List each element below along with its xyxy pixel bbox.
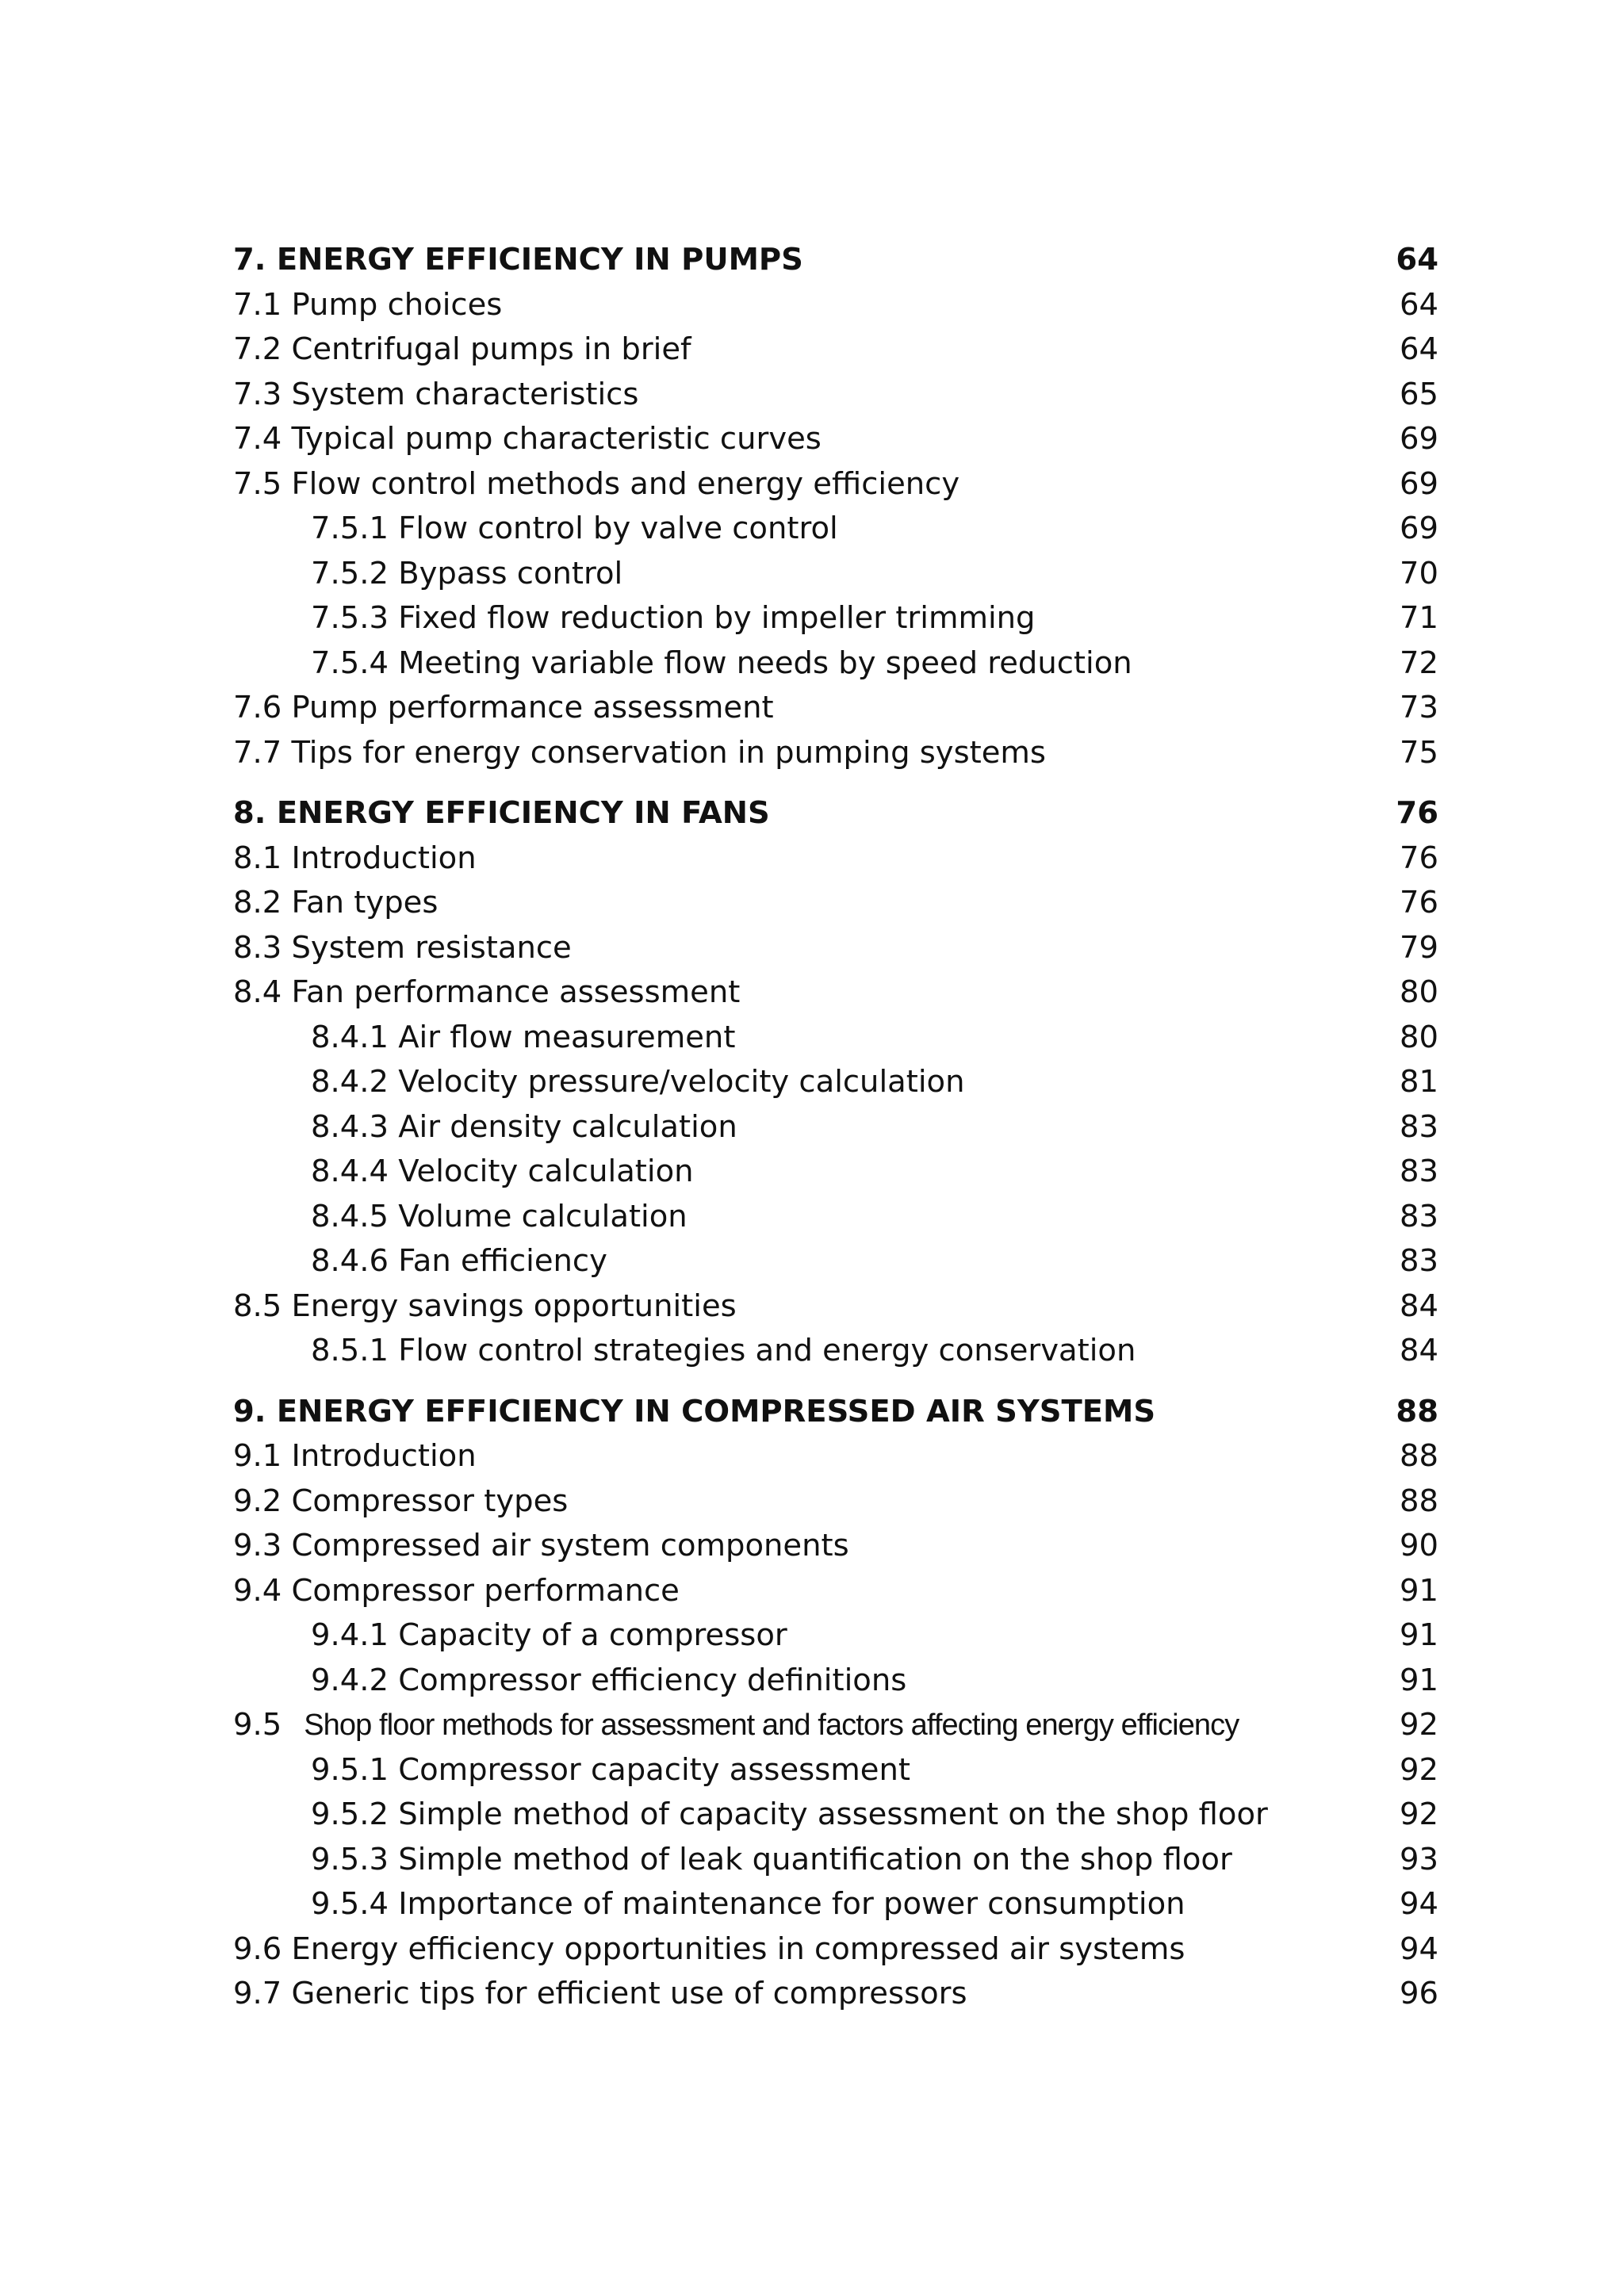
toc-page-number: 75	[1400, 734, 1438, 771]
toc-page-number: 91	[1400, 1572, 1438, 1609]
toc-page-number: 92	[1400, 1751, 1438, 1788]
toc-section-entry[interactable]	[233, 1524, 1438, 1569]
toc-entry-title: 8.2 Fan types	[233, 885, 439, 920]
toc-page-number: 80	[1400, 974, 1438, 1010]
toc-subsection-entry[interactable]	[233, 552, 1438, 597]
toc-section-entry[interactable]	[233, 1434, 1438, 1479]
toc-chapter-title: 8. ENERGY EFFICIENCY IN FANS	[233, 795, 770, 831]
toc-page-number: 83	[1400, 1243, 1438, 1279]
toc-page-number: 93	[1400, 1841, 1438, 1877]
toc-subsection-entry[interactable]	[233, 1016, 1438, 1061]
toc-entry-title: 8.4.1 Air flow measurement	[311, 1019, 736, 1055]
toc-page-number: 80	[1400, 1019, 1438, 1055]
toc-section-entry[interactable]	[233, 1927, 1438, 1973]
toc-entry-title: 9.2 Compressor types	[233, 1483, 569, 1519]
toc-entry-title: 7.4 Typical pump characteristic curves	[233, 421, 822, 457]
toc-entry-title: 9.6 Energy efficiency opportunities in compressed air systems	[233, 1931, 1185, 1967]
toc-entry-title: 9.4.1 Capacity of a compressor	[311, 1617, 787, 1653]
toc-subsection-entry[interactable]	[233, 1748, 1438, 1793]
toc-page-number: 88	[1400, 1438, 1438, 1474]
toc-entry-title: 9.4 Compressor performance	[233, 1572, 680, 1609]
toc-chapter-heading[interactable]	[233, 238, 1438, 283]
toc-chapter-title: 9. ENERGY EFFICIENCY IN COMPRESSED AIR SYSTEMS	[233, 1393, 1156, 1429]
toc-entry-title: 7.2 Centrifugal pumps in brief	[233, 331, 691, 367]
toc-section	[233, 238, 1438, 775]
toc-subsection-entry[interactable]	[233, 1329, 1438, 1374]
toc-entry-title: 9.5.2 Simple method of capacity assessment on the shop floor	[311, 1797, 1268, 1832]
toc-subsection-entry[interactable]	[233, 1613, 1438, 1659]
toc-page-number: 81	[1400, 1064, 1438, 1100]
toc-page-number: 76	[1400, 840, 1438, 876]
toc-section-entry[interactable]	[233, 1569, 1438, 1614]
toc-entry-title: 9.3 Compressed air system components	[233, 1528, 849, 1563]
toc-page-number: 83	[1400, 1108, 1438, 1145]
toc-chapter-heading[interactable]	[233, 791, 1438, 836]
toc-entry-title: 7.5.2 Bypass control	[311, 555, 623, 591]
toc-page-number: 83	[1400, 1154, 1438, 1189]
toc-entry-title: 8.3 System resistance	[233, 929, 572, 966]
toc-entry-title: 7.5 Flow control methods and energy efficiency	[233, 465, 960, 502]
toc-page-number: 84	[1400, 1288, 1438, 1324]
toc-page-number: 83	[1400, 1198, 1438, 1234]
toc-section-entry[interactable]	[233, 1479, 1438, 1525]
toc-section-entry[interactable]	[233, 417, 1438, 462]
toc-section-entry[interactable]	[233, 731, 1438, 776]
toc-page-number: 94	[1400, 1931, 1438, 1967]
toc-entry-title: 8.4.4 Velocity calculation	[311, 1154, 694, 1189]
toc-page-number: 92	[1400, 1797, 1438, 1832]
toc-page-number: 69	[1400, 421, 1438, 457]
toc-entry-title: 9.5.4 Importance of maintenance for power consumption	[311, 1886, 1185, 1922]
toc-page-number: 90	[1400, 1528, 1438, 1563]
toc-subsection-entry[interactable]	[233, 1838, 1438, 1883]
toc-chapter-title: 7. ENERGY EFFICIENCY IN PUMPS	[233, 242, 803, 277]
toc-entry-title: 7.5.3 Fixed flow reduction by impeller trimming	[311, 600, 1036, 636]
toc-page-number: 70	[1400, 555, 1438, 591]
toc-page-number: 65	[1400, 376, 1438, 412]
toc-section-entry[interactable]	[233, 1972, 1438, 2017]
toc-section-entry[interactable]	[233, 970, 1438, 1016]
toc-section-entry[interactable]	[233, 373, 1438, 418]
toc-page-number: 84	[1400, 1333, 1438, 1368]
toc-chapter-heading[interactable]	[233, 1390, 1438, 1435]
toc-page-number: 88	[1396, 1393, 1438, 1429]
toc-subsection-entry[interactable]	[233, 1659, 1438, 1704]
toc-section-entry[interactable]	[233, 327, 1438, 373]
toc-section-entry[interactable]	[233, 283, 1438, 328]
toc-entry-number: 9.5	[233, 1707, 282, 1743]
toc-section-entry[interactable]	[233, 926, 1438, 971]
toc-subsection-entry[interactable]	[233, 1239, 1438, 1284]
toc-subsection-entry[interactable]	[233, 1105, 1438, 1150]
toc-entry-title: 7.5.1 Flow control by valve control	[311, 511, 838, 546]
toc-page-number: 64	[1396, 242, 1438, 277]
toc-page-number: 92	[1400, 1707, 1438, 1743]
toc-entry-title: 9.1 Introduction	[233, 1438, 477, 1474]
toc-page-number: 94	[1400, 1886, 1438, 1922]
toc-entry-title: 9.4.2 Compressor efficiency definitions	[311, 1662, 907, 1698]
toc-section-entry[interactable]	[233, 836, 1438, 882]
toc-page-number: 64	[1400, 331, 1438, 367]
toc-subsection-entry[interactable]	[233, 1793, 1438, 1838]
toc-page-number: 64	[1400, 286, 1438, 323]
toc-subsection-entry[interactable]	[233, 1060, 1438, 1105]
toc-entry-title: 8.5 Energy savings opportunities	[233, 1288, 737, 1324]
toc-section-entry[interactable]	[233, 462, 1438, 507]
toc-entry-title: 8.4.3 Air density calculation	[311, 1108, 737, 1145]
toc-section-entry[interactable]	[233, 1284, 1438, 1330]
toc-entry-text: Shop floor methods for assessment and factors affecting energy efficiency	[304, 1709, 1239, 1742]
table-of-contents	[233, 238, 1438, 2017]
toc-entry-title: 9.7 Generic tips for efficient use of compressors	[233, 1976, 967, 2011]
toc-section-entry[interactable]	[233, 1703, 1438, 1748]
toc-page-number: 71	[1400, 600, 1438, 636]
toc-entry-title: 8.4.5 Volume calculation	[311, 1198, 688, 1234]
toc-entry-title: 7.7 Tips for energy conservation in pumping systems	[233, 734, 1046, 771]
toc-page-number: 76	[1400, 885, 1438, 920]
toc-page-number: 91	[1400, 1662, 1438, 1698]
toc-page-number: 76	[1396, 795, 1438, 831]
toc-entry-title: 7.6 Pump performance assessment	[233, 690, 774, 725]
toc-entry-title: 7.5.4 Meeting variable flow needs by speed reduction	[311, 645, 1132, 681]
toc-page-number: 79	[1400, 929, 1438, 966]
toc-section	[233, 791, 1438, 1374]
toc-entry-title: 8.4.6 Fan efficiency	[311, 1243, 607, 1279]
toc-entry-title	[233, 1703, 1239, 1748]
toc-section-entry[interactable]	[233, 686, 1438, 731]
toc-page-number: 73	[1400, 690, 1438, 725]
toc-page-number: 69	[1400, 465, 1438, 502]
toc-page-number: 96	[1400, 1976, 1438, 2011]
toc-entry-title: 8.4.2 Velocity pressure/velocity calculation	[311, 1064, 965, 1100]
toc-section	[233, 1390, 1438, 2017]
toc-section-entry[interactable]	[233, 881, 1438, 926]
toc-entry-title: 9.5.3 Simple method of leak quantification on the shop floor	[311, 1841, 1232, 1877]
toc-page-number: 91	[1400, 1617, 1438, 1653]
toc-page-number: 72	[1400, 645, 1438, 681]
toc-subsection-entry[interactable]	[233, 641, 1438, 687]
toc-entry-title: 9.5.1 Compressor capacity assessment	[311, 1751, 910, 1788]
toc-page-number: 88	[1400, 1483, 1438, 1519]
toc-entry-title: 7.1 Pump choices	[233, 286, 503, 323]
toc-entry-title: 8.5.1 Flow control strategies and energy conservation	[311, 1333, 1136, 1368]
toc-subsection-entry[interactable]	[233, 507, 1438, 552]
toc-entry-title: 7.3 System characteristics	[233, 376, 639, 412]
toc-page-number: 69	[1400, 511, 1438, 546]
toc-entry-title: 8.1 Introduction	[233, 840, 477, 876]
toc-subsection-entry[interactable]	[233, 1150, 1438, 1195]
toc-entry-title: 8.4 Fan performance assessment	[233, 974, 741, 1010]
toc-subsection-entry[interactable]	[233, 1195, 1438, 1240]
toc-subsection-entry[interactable]	[233, 1882, 1438, 1927]
toc-subsection-entry[interactable]	[233, 596, 1438, 641]
